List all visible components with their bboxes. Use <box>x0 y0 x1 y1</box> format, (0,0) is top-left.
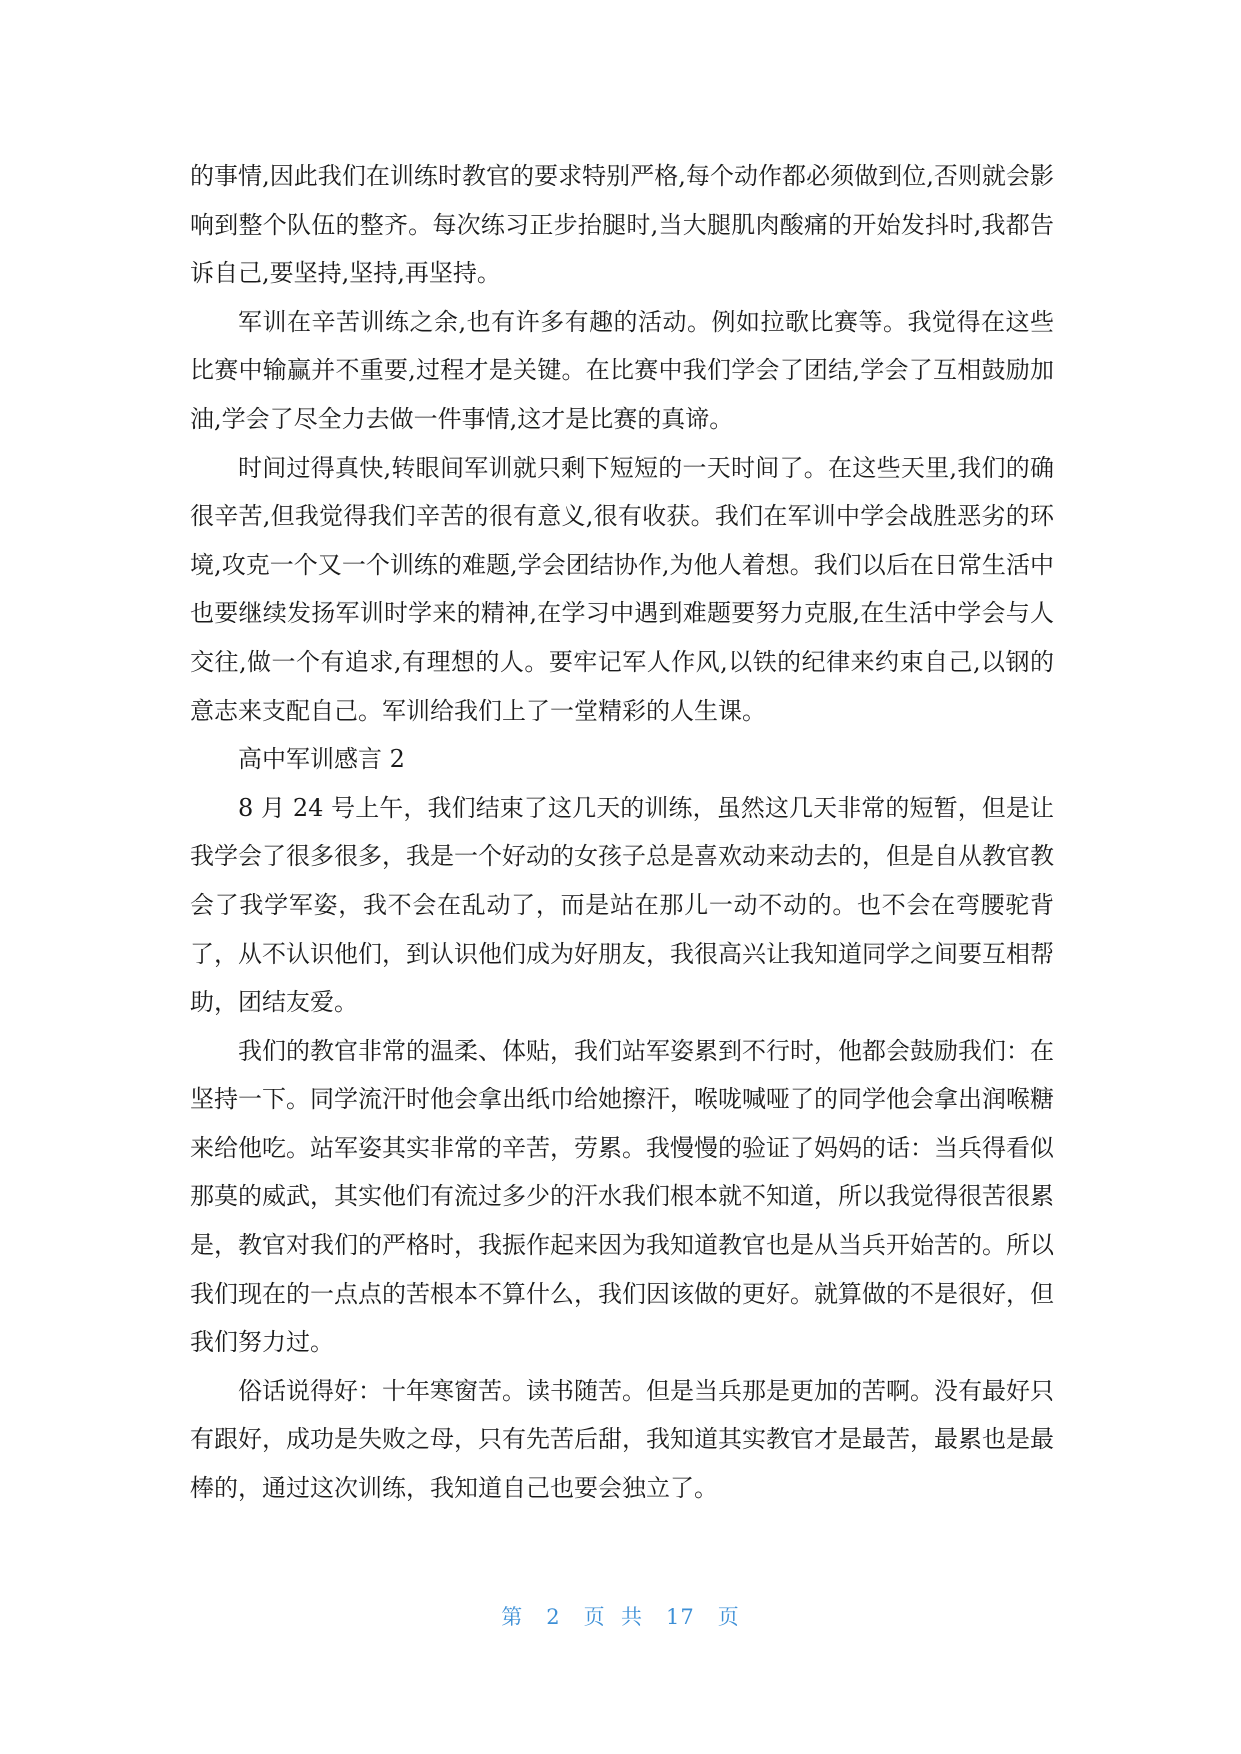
paragraph: 俗话说得好：十年寒窗苦。读书随苦。但是当兵那是更加的苦啊。没有最好只有跟好，成功是失败之母，只有先苦后甜，我知道其实教官才是最苦，最累也是最棒的，通过这次训练，我知道自己也要会独立了。 <box>190 1376 1054 1503</box>
page-label-prefix: 第 <box>501 1605 524 1629</box>
paragraph: 我们的教官非常的温柔、体贴，我们站军姿累到不行时，他都会鼓励我们：在坚持一下。同学流汗时他会拿出纸巾给她擦汗，喉咙喊哑了的同学他会拿出润喉糖来给他吃。站军姿其实非常的辛苦，劳累。我慢慢的验证了妈妈的话：当兵得看似那莫的威武，其实他们有流过多少的汗水我们根本就不知道，所以我觉得很苦很累是，教官对我们的严格时，我振作起来因为我知道教官也是从当兵开始苦的。所以我们现在的一点点的苦根本不算什么，我们因该做的更好。就算做的不是很好，但我们努力过。 <box>190 1036 1054 1357</box>
paragraph: 时间过得真快,转眼间军训就只剩下短短的一天时间了。在这些天里,我们的确很辛苦,但我觉得我们辛苦的很有意义,很有收获。我们在军训中学会战胜恶劣的环境,攻克一个又一个训练的难题,学会团结协作,为他人着想。我们以后在日常生活中也要继续发扬军训时学来的精神,在学习中遇到难题要努力克服,在生活中学会与人交往,做一个有追求,有理想的人。要牢记军人作风,以铁的纪律来约束自己,以钢的意志来支配自己。军训给我们上了一堂精彩的人生课。 <box>190 453 1054 725</box>
page-label-middle: 页 共 <box>583 1605 643 1629</box>
paragraph: 的事情,因此我们在训练时教官的要求特别严格,每个动作都必须做到位,否则就会影响到整个队伍的整齐。每次练习正步抬腿时,当大腿肌肉酸痛的开始发抖时,我都告诉自己,要坚持,坚持,再坚持。 <box>190 162 1054 288</box>
total-pages-number: 17 <box>666 1605 695 1629</box>
current-page-number: 2 <box>546 1605 561 1629</box>
page-label-suffix: 页 <box>717 1605 740 1629</box>
paragraph: 8 月 24 号上午，我们结束了这几天的训练，虽然这几天非常的短暂，但是让我学会了很多很多，我是一个好动的女孩子总是喜欢动来动去的，但是自从教官教会了我学军姿，我不会在乱动了，而是站在那儿一动不动的。也不会在弯腰驼背了，从不认识他们，到认识他们成为好朋友，我很高兴让我知道同学之间要互相帮助，团结友爱。 <box>190 793 1054 1017</box>
paragraph: 军训在辛苦训练之余,也有许多有趣的活动。例如拉歌比赛等。我觉得在这些比赛中输赢并不重要,过程才是关键。在比赛中我们学会了团结,学会了互相鼓励加油,学会了尽全力去做一件事情,这才是比赛的真谛。 <box>190 307 1054 433</box>
page-footer <box>0 1601 1241 1631</box>
document-body <box>190 152 1054 1513</box>
section-heading: 高中军训感言 2 <box>238 745 405 774</box>
